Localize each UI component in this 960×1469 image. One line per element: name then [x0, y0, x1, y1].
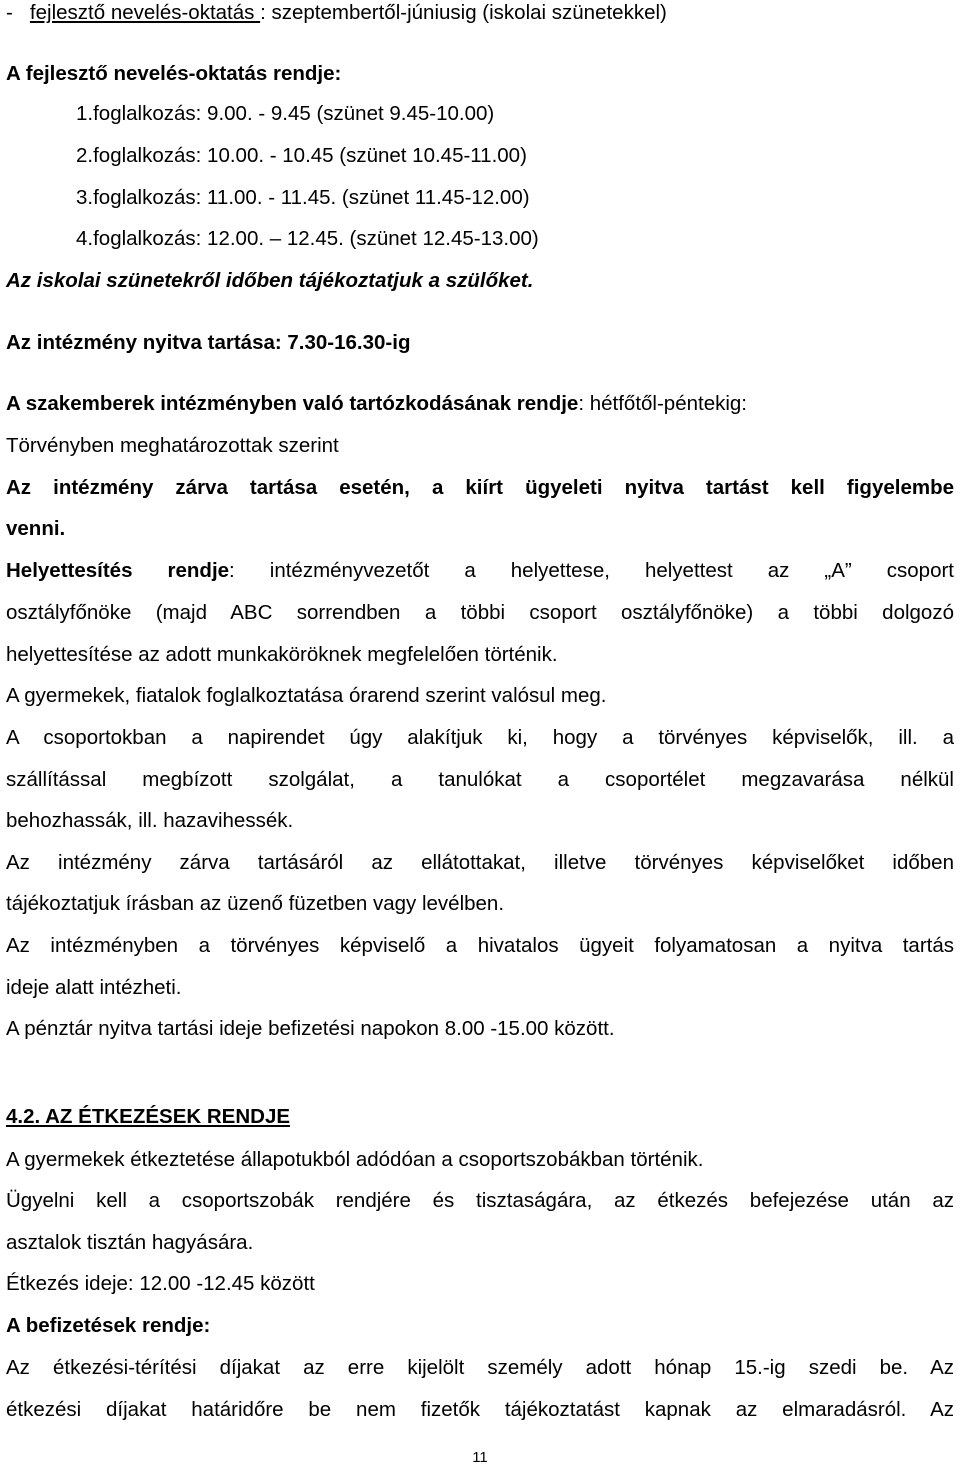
meals-paragraph-2-line-2: asztalok tisztán hagyására. — [6, 1231, 254, 1254]
closed-line-1: Az intézmény zárva tartása esetén, a kiírt ügyeleti nyitva tartást kell figyelembe — [6, 476, 954, 499]
session-2: 2.foglalkozás: 10.00. - 10.45 (szünet 10.45-11.00) — [76, 144, 527, 167]
session-1: 1.foglalkozás: 9.00. - 9.45 (szünet 9.45-10.00) — [76, 102, 495, 125]
meals-heading: 4.2. AZ ÉTKEZÉSEK RENDJE — [6, 1105, 291, 1128]
schedule-line — [6, 3, 667, 24]
substitution-line-3: helyettesítése az adott munkaköröknek megfelelően történik. — [6, 643, 558, 666]
opening-hours: Az intézmény nyitva tartása: 7.30-16.30-ig — [6, 331, 411, 354]
term-rest: : szeptembertől-júniusig (iskolai szünetekkel) — [260, 1, 667, 24]
meal-time: Étkezés ideje: 12.00 -12.45 között — [6, 1272, 315, 1295]
session-3: 3.foglalkozás: 11.00. - 11.45. (szünet 11.45-12.00) — [76, 186, 530, 209]
substitution-line-2: osztályfőnöke (majd ABC sorrendben a többi csoport osztályfőnöke) a többi dolgozó — [6, 601, 954, 624]
meals-paragraph-2-line-1: Ügyelni kell a csoportszobák rendjére és tisztaságára, az étkezés befejezése után az — [6, 1189, 954, 1212]
representative-line-1: Az intézményben a törvényes képviselő a hivatalos ügyeit folyamatosan a nyitva tartás — [6, 934, 954, 957]
substitution-label: Helyettesítés rendje — [6, 559, 230, 582]
staff-law: Törvényben meghatározottak szerint — [6, 434, 339, 457]
term-link[interactable]: fejlesztő nevelés-oktatás — [29, 1, 261, 24]
employment-paragraph: A gyermekek, fiatalok foglalkoztatása órarend szerint valósul meg. — [6, 684, 607, 707]
order-heading: A fejlesztő nevelés-oktatás rendje: — [6, 62, 342, 85]
staff-label: A szakemberek intézményben való tartózkodásának rendje — [6, 392, 579, 415]
daily-line-1: A csoportokban a napirendet úgy alakítjuk ki, hogy a törvényes képviselők, ill. a — [6, 726, 954, 749]
staff-value: : hétfőtől-péntekig: — [578, 392, 747, 415]
holiday-note: Az iskolai szünetekről időben tájékoztatjuk a szülőket. — [6, 269, 534, 292]
representative-line-2: ideje alatt intézheti. — [6, 976, 182, 999]
closed-line-2: venni. — [6, 517, 66, 540]
daily-line-2: szállítással megbízott szolgálat, a tanulókat a csoportélet megzavarása nélkül — [6, 768, 954, 791]
substitution-line-1 — [6, 561, 954, 582]
list-dash: - — [6, 1, 13, 24]
closure-line-2: tájékoztatjuk írásban az üzenő füzetben vagy levélben. — [6, 892, 505, 915]
payments-heading: A befizetések rendje: — [6, 1314, 211, 1337]
page-number: 11 — [472, 1449, 488, 1466]
daily-line-3: behozhassák, ill. hazavihessék. — [6, 809, 294, 832]
cashier-hours: A pénztár nyitva tartási ideje befizetési napokon 8.00 -15.00 között. — [6, 1017, 615, 1040]
substitution-text: : intézményvezetőt a helyettese, helyettest az „A” csoport — [229, 559, 954, 582]
closure-line-1: Az intézmény zárva tartásáról az ellátottakat, illetve törvényes képviselőket időben — [6, 851, 954, 874]
payments-line-2: étkezési díjakat határidőre be nem fizetők tájékoztatást kapnak az elmaradásról. Az — [6, 1398, 954, 1421]
session-4: 4.foglalkozás: 12.00. – 12.45. (szünet 12.45-13.00) — [76, 227, 539, 250]
staff-line — [6, 394, 747, 415]
payments-line-1: Az étkezési-térítési díjakat az erre kijelölt személy adott hónap 15.-ig szedi be. Az — [6, 1356, 954, 1379]
meals-paragraph-1: A gyermekek étkeztetése állapotukból adódóan a csoportszobákban történik. — [6, 1148, 704, 1171]
